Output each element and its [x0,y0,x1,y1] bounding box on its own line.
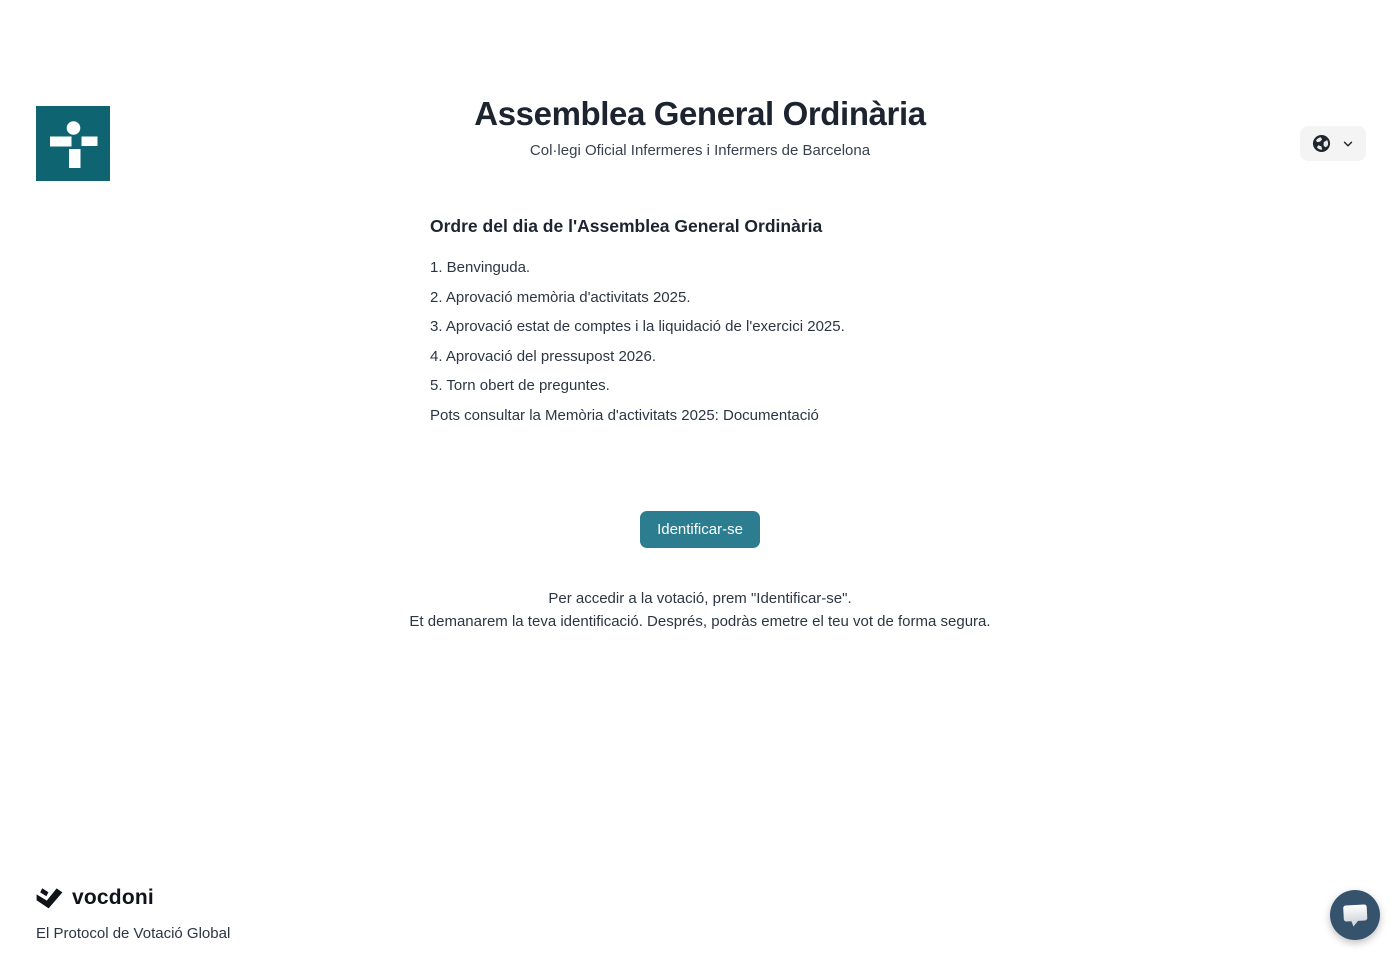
footer-tagline: El Protocol de Votació Global [36,925,231,942]
auth-instructions-line2: Et demanarem la teva identificació. Després, podràs emetre el teu vot de forma segura. [409,612,991,630]
agenda-item: 2. Aprovació memòria d'activitats 2025. [430,288,691,306]
agenda-item: 1. Benvinguda. [430,259,531,276]
agenda-heading: Ordre del dia de l'Assemblea General Ordinària [430,216,823,236]
chevron-down-icon [1342,138,1354,150]
agenda-item: 4. Aprovació del pressupost 2026. [430,347,656,365]
voting-landing-page [0,96,1400,957]
agenda-item: 3. Aprovació estat de comptes i la liquidació de l'exercici 2025. [430,318,845,335]
documentation-link[interactable]: Documentació [723,406,819,424]
vocdoni-check-logo-icon [36,888,63,909]
chat-bubble-icon [1342,903,1369,928]
auth-instructions-line1: Per accedir a la votació, prem "Identificar-se". [548,590,852,607]
page-title: Assemblea General Ordinària [474,95,926,132]
coib-cross-logo-icon [36,106,110,181]
language-selector-button[interactable] [1300,126,1366,161]
footer [36,886,230,942]
documentation-note [430,408,970,425]
chat-widget-button[interactable] [1330,890,1380,940]
vocdoni-wordmark: vocdoni [72,886,154,909]
agenda-item: 5. Torn obert de preguntes. [430,377,610,394]
globe-icon [1312,134,1331,153]
documentation-note-text: Pots consultar la Memòria d'activitats 2025: [430,406,723,424]
vocdoni-brand-link[interactable] [36,886,230,910]
page-subtitle: Col·legi Oficial Infermeres i Infermers de Barcelona [529,142,871,159]
identify-button[interactable]: Identificar-se [640,511,760,548]
agenda-section [430,216,970,424]
auth-instructions [0,588,1400,633]
